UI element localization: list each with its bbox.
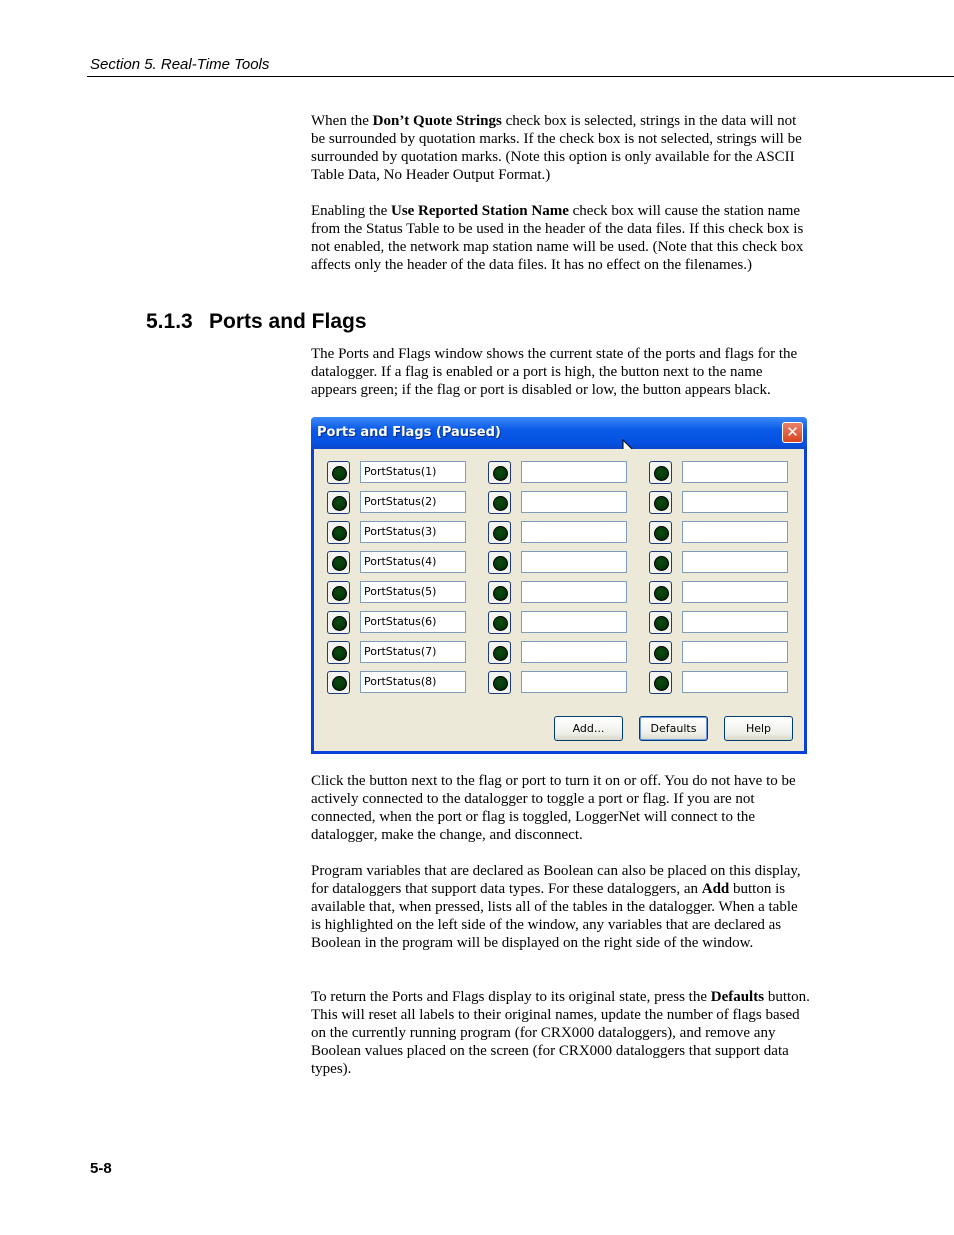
flag-toggle-button[interactable] bbox=[488, 461, 511, 484]
status-led-icon bbox=[493, 616, 508, 631]
add-button[interactable]: Add... bbox=[554, 716, 623, 741]
flag-toggle-button[interactable] bbox=[327, 671, 350, 694]
flag-toggle-button[interactable] bbox=[327, 581, 350, 604]
flag-toggle-button[interactable] bbox=[488, 641, 511, 664]
flag-name-field[interactable]: PortStatus(4) bbox=[360, 551, 466, 573]
flag-toggle-button[interactable] bbox=[488, 611, 511, 634]
flag-toggle-button[interactable] bbox=[327, 461, 350, 484]
flag-name-field[interactable] bbox=[682, 551, 788, 573]
status-led-icon bbox=[654, 496, 669, 511]
text: To return the Ports and Flags display to its original state, press the bbox=[311, 989, 711, 1005]
flag-toggle-button[interactable] bbox=[488, 491, 511, 514]
flag-name-field[interactable]: PortStatus(7) bbox=[360, 641, 466, 663]
flag-name-field[interactable] bbox=[521, 491, 627, 513]
flag-name-field[interactable] bbox=[521, 521, 627, 543]
status-led-icon bbox=[654, 646, 669, 661]
flag-name-field[interactable] bbox=[682, 461, 788, 483]
help-button[interactable]: Help bbox=[724, 716, 793, 741]
text: When the bbox=[311, 113, 373, 129]
flag-name-field[interactable] bbox=[521, 671, 627, 693]
bold-term: Don’t Quote Strings bbox=[372, 113, 502, 129]
status-led-icon bbox=[332, 526, 347, 541]
flag-name-field[interactable] bbox=[521, 551, 627, 573]
section-number: 5.1.3 bbox=[146, 310, 193, 333]
paragraph-station-name bbox=[311, 202, 811, 274]
status-led-icon bbox=[493, 586, 508, 601]
flag-toggle-button[interactable] bbox=[327, 551, 350, 574]
flag-name-field[interactable] bbox=[521, 641, 627, 663]
flag-name-field[interactable] bbox=[682, 641, 788, 663]
status-led-icon bbox=[654, 586, 669, 601]
bold-term: Use Reported Station Name bbox=[390, 203, 569, 219]
flag-name-field[interactable] bbox=[682, 491, 788, 513]
text: button is available that, when pressed, lists all of the tables in the datalogger. When a table is highlighted on the left side of the window, any variables that are declared as Boolean in the program will be displayed on the right side of the window. bbox=[311, 881, 798, 951]
status-led-icon bbox=[332, 466, 347, 481]
ports-and-flags-dialog bbox=[311, 417, 807, 754]
flag-toggle-button[interactable] bbox=[327, 521, 350, 544]
flag-toggle-button[interactable] bbox=[488, 521, 511, 544]
flag-name-field[interactable] bbox=[521, 461, 627, 483]
bold-term: Add bbox=[701, 881, 730, 897]
section-heading bbox=[146, 310, 367, 334]
flag-toggle-button[interactable] bbox=[327, 491, 350, 514]
status-led-icon bbox=[332, 586, 347, 601]
status-led-icon bbox=[493, 466, 508, 481]
text: Program variables that are declared as Boolean can also be placed on this display, for dataloggers that support data types. For these dataloggers, an bbox=[311, 863, 801, 897]
status-led-icon bbox=[654, 466, 669, 481]
paragraph-defaults bbox=[311, 988, 811, 1078]
title-bar bbox=[311, 417, 807, 449]
text: button. This will reset all labels to their original names, update the number of flags based on the currently running program (for CRX000 dataloggers), and remove any Boolean values placed on the screen (for CRX000 dataloggers that support data types). bbox=[311, 989, 810, 1077]
status-led-icon bbox=[332, 556, 347, 571]
flag-name-field[interactable]: PortStatus(8) bbox=[360, 671, 466, 693]
status-led-icon bbox=[493, 526, 508, 541]
text: Enabling the bbox=[311, 203, 391, 219]
flag-toggle-button[interactable] bbox=[649, 611, 672, 634]
flag-name-field[interactable] bbox=[682, 671, 788, 693]
status-led-icon bbox=[332, 676, 347, 691]
paragraph-boolean bbox=[311, 862, 811, 952]
flag-name-field[interactable] bbox=[682, 521, 788, 543]
paragraph-intro: The Ports and Flags window shows the current state of the ports and flags for the datalogger. If a flag is enabled or a port is high, the button next to the name appears green; if the flag or port is disabled or low, the button appears black. bbox=[311, 346, 798, 398]
status-led-icon bbox=[493, 646, 508, 661]
status-led-icon bbox=[493, 676, 508, 691]
flag-toggle-button[interactable] bbox=[488, 551, 511, 574]
bold-term: Defaults bbox=[710, 989, 765, 1005]
text: check box is selected, strings in the data will not be surrounded by quotation marks. If the check box is not selected, strings will be surrounded by quotation marks. (Note this option is only available for the ASCII Table Data, No Header Output Format.) bbox=[311, 113, 802, 183]
dialog-client-area bbox=[314, 449, 804, 751]
section-header: Section 5. Real-Time Tools bbox=[90, 56, 270, 73]
flag-toggle-button[interactable] bbox=[488, 671, 511, 694]
close-icon[interactable]: ✕ bbox=[782, 422, 803, 443]
flag-name-field[interactable] bbox=[682, 581, 788, 603]
status-led-icon bbox=[332, 646, 347, 661]
status-led-icon bbox=[493, 556, 508, 571]
status-led-icon bbox=[332, 616, 347, 631]
status-led-icon bbox=[654, 676, 669, 691]
flag-name-field[interactable] bbox=[521, 581, 627, 603]
flag-name-field[interactable]: PortStatus(1) bbox=[360, 461, 466, 483]
paragraph-toggle: Click the button next to the flag or port to turn it on or off. You do not have to be actively connected to the datalogger to toggle a port or flag. If you are not connected, when the port or flag is toggled, LoggerNet will connect to the datalogger, make the change, and disconnect. bbox=[311, 773, 796, 843]
flag-name-field[interactable]: PortStatus(6) bbox=[360, 611, 466, 633]
flag-name-field[interactable] bbox=[521, 611, 627, 633]
flag-toggle-button[interactable] bbox=[327, 641, 350, 664]
status-led-icon bbox=[654, 526, 669, 541]
flag-toggle-button[interactable] bbox=[649, 491, 672, 514]
flag-toggle-button[interactable] bbox=[488, 581, 511, 604]
flag-name-field[interactable] bbox=[682, 611, 788, 633]
page-number: 5-8 bbox=[90, 1160, 112, 1177]
header-rule bbox=[87, 76, 954, 77]
paragraph-dont-quote bbox=[311, 112, 811, 184]
status-led-icon bbox=[493, 496, 508, 511]
flag-toggle-button[interactable] bbox=[649, 671, 672, 694]
flag-toggle-button[interactable] bbox=[327, 611, 350, 634]
flag-toggle-button[interactable] bbox=[649, 521, 672, 544]
flag-toggle-button[interactable] bbox=[649, 641, 672, 664]
text: check box will cause the station name from the Status Table to be used in the header of the data files. If this check box is not enabled, the network map station name will be used. (Note that this check box affects only the header of the data files. It has no effect on the filenames.) bbox=[311, 203, 804, 273]
flag-name-field[interactable]: PortStatus(5) bbox=[360, 581, 466, 603]
flag-toggle-button[interactable] bbox=[649, 461, 672, 484]
flag-name-field[interactable]: PortStatus(3) bbox=[360, 521, 466, 543]
flag-toggle-button[interactable] bbox=[649, 581, 672, 604]
status-led-icon bbox=[654, 616, 669, 631]
status-led-icon bbox=[332, 496, 347, 511]
defaults-button[interactable]: Defaults bbox=[639, 716, 708, 741]
section-title: Ports and Flags bbox=[209, 310, 367, 333]
status-led-icon bbox=[654, 556, 669, 571]
dialog-title: Ports and Flags (Paused) bbox=[317, 425, 501, 440]
flag-name-field[interactable]: PortStatus(2) bbox=[360, 491, 466, 513]
flag-toggle-button[interactable] bbox=[649, 551, 672, 574]
